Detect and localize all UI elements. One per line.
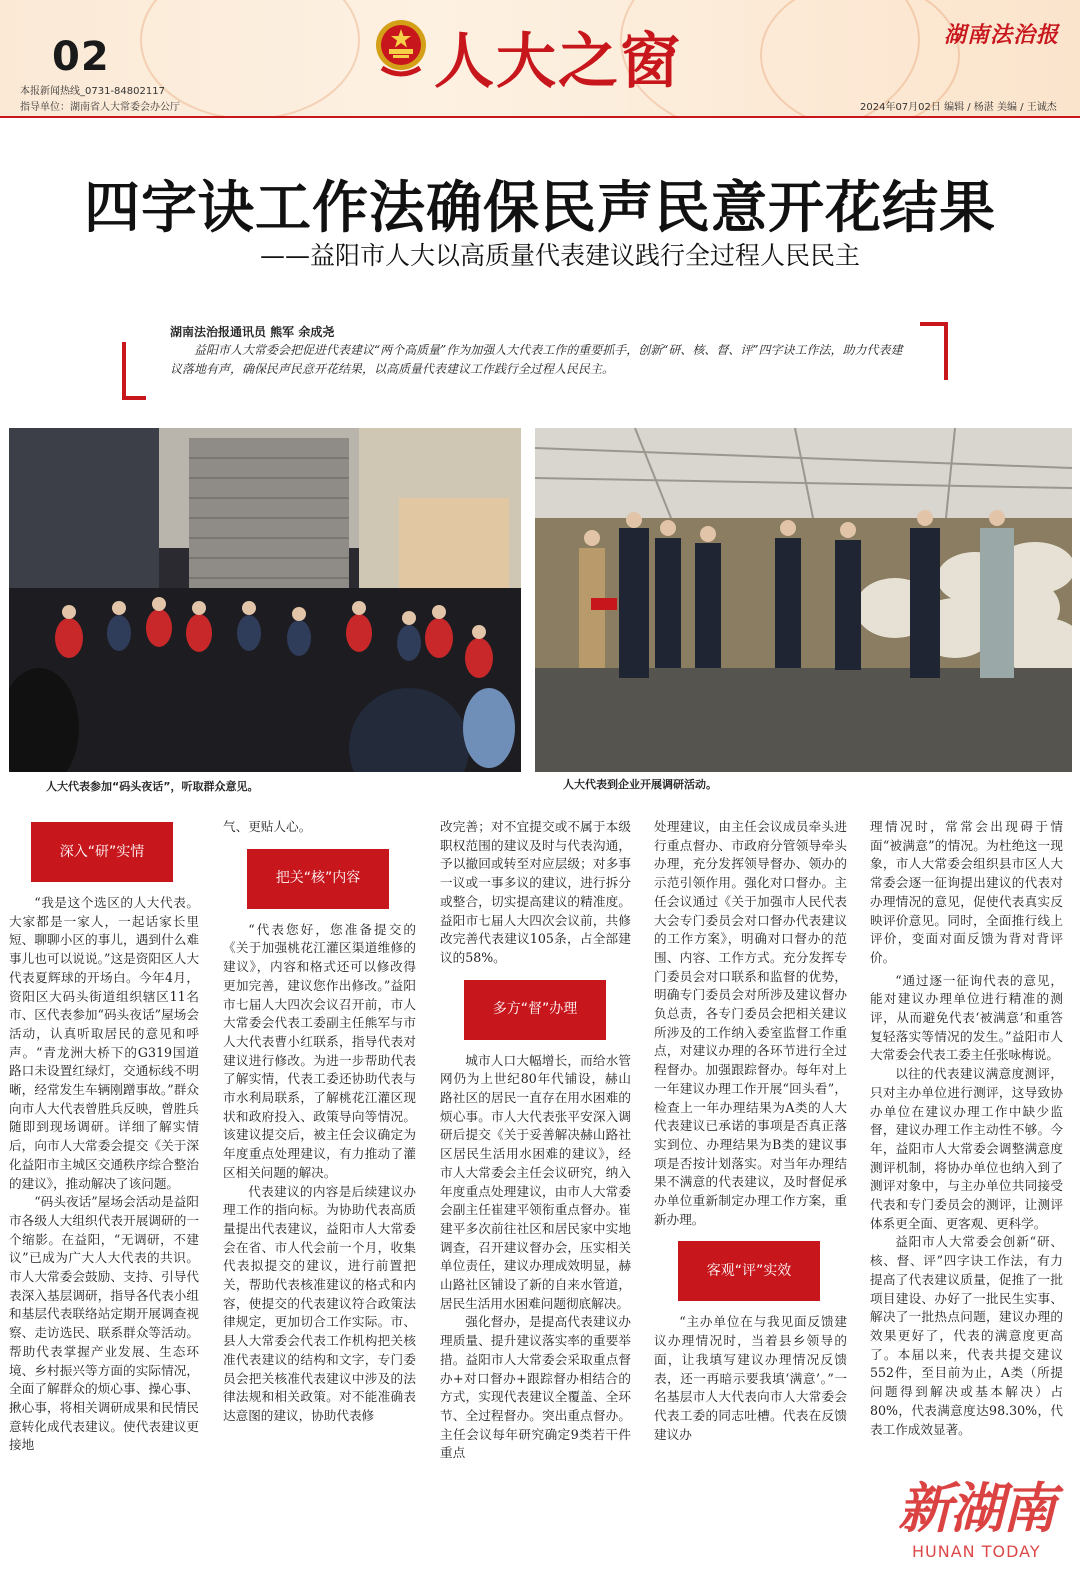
body-column-1 — [9, 818, 199, 1455]
page-number: 02 — [52, 34, 110, 80]
body-paragraph: 城市人口大幅增长，而给水管网仍为上世纪80年代铺设，赫山路社区的居民一直存在用水困难的烦心事。市人大代表张平安深入调研后提交《关于妥善解决赫山路社区居民生活用水困难的建议》，经市人大常委会主任会议研究，纳入年度重点处理建议，由市人大常委会副主任崔建平领衔重点督办。崔建平多次前往社区和居民家中实地调查，召开建议督办会，压实相关单位责任，建议办理成效明显，赫山路社区铺设了新的自来水管道，居民生活用水困难问题彻底解决。 — [440, 1052, 631, 1311]
body-column-2 — [223, 818, 416, 1426]
national-emblem-icon — [374, 18, 428, 80]
photo-night-meeting — [9, 428, 521, 772]
photo-enterprise-visit — [535, 428, 1072, 772]
section-heading-supervise: 多方“督”办理 — [464, 980, 606, 1040]
subheadline: ——益阳市人大以高质量代表建议践行全过程人民民主 — [259, 241, 860, 270]
caption-right-photo: 人大代表到企业开展调研活动。 — [563, 778, 717, 791]
body-paragraph: 改完善；对不宜提交或不属于本级职权范围的建议及时与代表沟通，予以撤回或转至对应层级；对多事一议或一事多议的建议，进行拆分或整合，切实提高建议的精准度。益阳市七届人大四次会议前，共修改完善代表建议105条，占全部建议的58%。 — [440, 819, 631, 965]
body-column-5 — [870, 818, 1063, 1530]
body-paragraph: 以往的代表建议满意度测评，只对主办单位进行测评，这导致协办单位在建议办理工作中缺少监督，建议办理工作主动性不够。今年，益阳市人大常委会调整满意度测评机制，将协办单位也纳入到了测评对象中，与主办单位共同接受代表和专门委员会的测评，让测评体系更全面、更客观、更科学。 — [870, 1066, 1063, 1231]
body-paragraph: “通过逐一征询代表的意见，能对建议办理单位进行精准的测评，从而避免代表‘被满意’和重答复轻落实等情况的发生。”益阳市人大常委会代表工委主任张咏梅说。 — [870, 972, 1063, 1063]
body-paragraph: “代表您好，您准备提交的《关于加强桃花江灌区渠道维修的建议》，内容和格式还可以修改得更加完善，建议您作出修改。”益阳市七届人大四次会议召开前，市人大常委会代表工委副主任熊军与市人大代表曹小红联系，指导代表对建议进行修改。为进一步帮助代表了解实情，代表工委还协助代表与市水利局联系，了解桃花江灌区现状和政府投入、政策导向等情况。该建议提交后，被主任会议确定为年度重点处理建议，有力推动了灌区相关问题的解决。 — [223, 921, 416, 1180]
body-paragraph: 益阳市人大常委会创新“研、核、督、评”四字诀工作法，有力提高了代表建议质量，促推了一批项目建设、办好了一批民生实事、解决了一批热点问题，建议办理的效果更好了，代表的满意度更高了。本届以来，代表共提交建议552件，至目前为止，A类（所提问题得到解决或基本解决）占80%，代表满意度达98.30%，代表工作成效显著。 — [870, 1234, 1063, 1437]
newspaper-logo: 湖南法治报 — [944, 22, 1060, 48]
guidance-unit: 指导单位：湖南省人大常委会办公厅 — [20, 102, 180, 113]
caption-left-photo: 人大代表参加“码头夜话”，听取群众意见。 — [46, 780, 259, 793]
column-title: 人大之窗 — [434, 27, 682, 97]
body-paragraph: “码头夜话”屋场会活动是益阳市各级人大组织代表开展调研的一个缩影。在益阳，“无调研，不建议”已成为广大人大代表的共识。市人大常委会鼓励、支持、引导代表深入基层调研，指导各代表小组和基层代表联络站定期开展调查视察、走访选民、联系群众等活动。帮助代表掌握产业发展、生态环境、乡村振兴等方面的实际情况，全面了解群众的烦心事、操心事、揪心事，将相关调研成果和民情民意转化成代表建议。使代表建议更接地 — [9, 1194, 199, 1453]
body-paragraph: “我是这个选区的人大代表。大家都是一家人，一起话家长里短、聊聊小区的事儿，遇到什么难事儿也可以说说。”这是资阳区人大代表夏辉球的开场白。今年4月，资阳区大码头街道组织辖区11名市、区代表参加“码头夜话”屋场会活动，认真听取居民的意见和呼声。“青龙洲大桥下的G319国道路口未设置红绿灯，交通标线不明晰，经常发生车辆刚蹭事故。”群众向市人大代表曾胜兵反映，曾胜兵随即到现场调研。详细了解实情后，向市人大常委会提交《关于深化益阳市主城区交通秩序综合整治的建议》，推动解决了该问题。 — [9, 895, 199, 1191]
body-paragraph: 处理建议，由主任会议成员牵头进行重点督办、市政府分管领导牵头办理，充分发挥领导督办、领办的示范引领作用。强化对口督办。主任会议通过《关于加强市人民代表大会专门委员会对口督办代表建议的工作方案》，明确对口督办的范围、内容、工作方式。充分发挥专门委员会对口联系和监督的优势，明确专门委员会对所涉及建议督办负总责，各专门委员会把相关建议所涉及的工作纳入委室监督工作重点，对建议办理的各环节进行全过程督办。加强跟踪督办。每年对上一年建议办理工作开展“回头看”，检查上一年办理结果为A类的人大代表建议已承诺的事项是否真正落实到位、办理结果为B类的建议事项是否按计划落实。对当年办理结果不满意的代表建议，及时督促承办单位重新制定办理工作方案，重新办理。 — [654, 819, 847, 1227]
issue-info: 2024年07月02日 编辑 / 杨湛 美编 / 王诚杰 — [860, 102, 1057, 113]
section-heading-check: 把关“核”内容 — [247, 849, 389, 909]
body-column-4 — [654, 818, 847, 1444]
body-paragraph: 强化督办，是提高代表建议办理质量、提升建议落实率的重要举措。益阳市人大常委会采取重点督办+对口督办+跟踪督办相结合的方式，实现代表建议全覆盖、全环节、全过程督办。突出重点督办。主任会议每年研究确定9类若干件重点 — [440, 1314, 631, 1461]
body-paragraph: 气、更贴人心。 — [223, 819, 312, 834]
body-paragraph: 代表建议的内容是后续建议办理工作的指向标。为协助代表高质量提出代表建议，益阳市人大常委会在省、市人代会前一个月，收集代表拟提交的建议，进行前置把关，帮助代表核准建议的格式和内容，使提交的代表建议符合政策法律规定，更加切合工作实际。市、县人大常委会代表工作机构把关核准代表建议的结构和文字，专门委员会把关核准代表建议中涉及的法律法规和相关政策。对不能准确表达意图的建议，协助代表修 — [223, 1183, 416, 1423]
news-hotline: 本报新闻热线_0731-84802117 — [20, 86, 165, 97]
byline: 湖南法治报通讯员 熊军 余成尧 — [170, 325, 335, 339]
header-rule — [0, 116, 1080, 118]
section-heading-research: 深入“研”实情 — [31, 822, 173, 882]
body-paragraph: 理情况时，常常会出现碍于情面“被满意”的情况。为杜绝这一现象，市人大常委会组织县市区人大常委会逐一征询提出建议的代表对办理情况的意见，促使代表真实反映评价意见。同时，全面推行线上评价，变面对面反馈为背对背评价。 — [870, 819, 1063, 965]
body-column-3 — [440, 818, 631, 1463]
watermark-english: HUNAN TODAY — [912, 1542, 1041, 1561]
watermark-logo: 新湖南 — [898, 1476, 1054, 1540]
section-heading-evaluate: 客观“评”实效 — [678, 1241, 820, 1301]
body-paragraph: “主办单位在与我见面反馈建议办理情况时，当着县乡领导的面，让我填写建议办理情况反馈表，还一再暗示要我填‘满意’。”一名基层市人大代表向市人大常委会代表工委的同志吐槽。代表在反馈建议办 — [654, 1314, 847, 1442]
lead-frame-right — [920, 322, 948, 380]
lead-frame-left — [122, 342, 146, 400]
new-hunan-watermark — [894, 1466, 1066, 1578]
lead-paragraph: 益阳市人大常委会把促进代表建议“两个高质量”作为加强人大代表工作的重要抓手，创新“研、核、督、评”四字诀工作法，助力代表建议落地有声，确保民声民意开花结果，以高质量代表建议工作践行全过程人民民主。 — [170, 343, 903, 376]
masthead — [0, 0, 1080, 118]
headline: 四字诀工作法确保民声民意开花结果 — [84, 176, 996, 241]
